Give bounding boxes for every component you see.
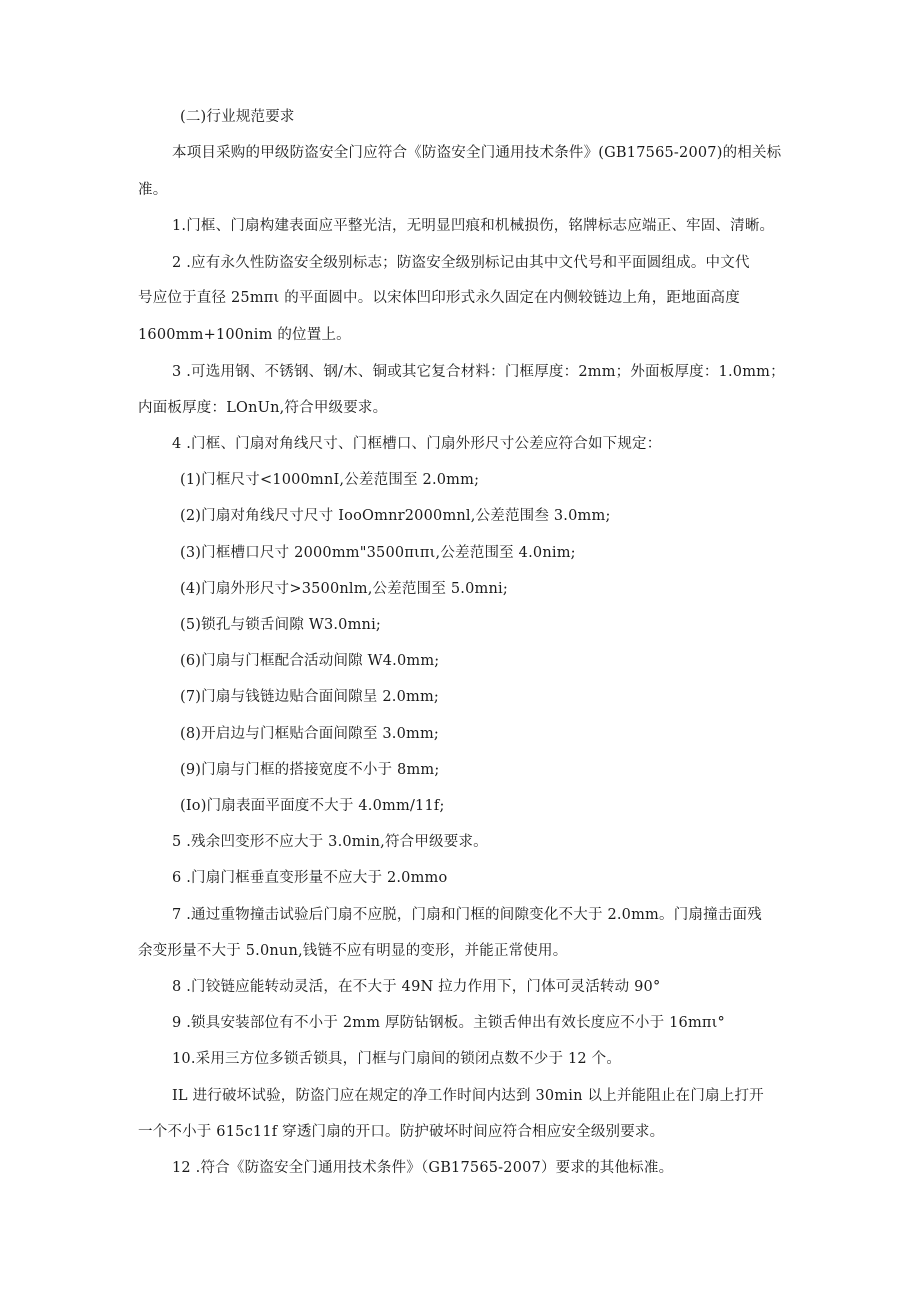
item-7-line-2: 余变形量不大于 5.0nun,钱链不应有明显的变形，并能正常使用。 [138, 943, 568, 959]
item-11-line-2: 一个不小于 615c11f 穿透门扇的开口。防护破坏时间应符合相应安全级别要求。 [138, 1124, 665, 1140]
sub-item: (Io)门扇表面平面度不大于 4.0mm/11f; [180, 798, 445, 814]
item-3-line-2: 内面板厚度：LOnUn,符合甲级要求。 [138, 400, 388, 416]
section-heading: (二)行业规范要求 [180, 109, 295, 125]
intro-line-1: 本项目采购的甲级防盗安全门应符合《防盗安全门通用技术条件》(GB17565-2007)的相关标 [172, 145, 782, 161]
item-6: 6 .门扇门框垂直变形量不应大于 2.0mmo [172, 870, 448, 886]
item-4: 4 .门框、门扇对角线尺寸、门框槽口、门扇外形尺寸公差应符合如下规定： [172, 436, 662, 452]
item-1: 1.门框、门扇构建表面应平整光洁，无明显凹痕和机械损伤，铭牌标志应端正、牢固、清晰。 [172, 218, 775, 234]
item-9: 9 .锁具安装部位有不小于 2mm 厚防钻钢板。主锁舌伸出有效长度应不小于 16mπι° [172, 1015, 725, 1031]
item-2-line-3: 1600mm+100nim 的位置上。 [138, 327, 351, 343]
sub-item: (8)开启边与门框贴合面间隙至 3.0mm; [180, 726, 439, 742]
sub-item: (9)门扇与门框的搭接宽度不小于 8mm; [180, 762, 440, 778]
sub-item: (2)门扇对角线尺寸尺寸 IooOmnr2000mnl,公差范围叁 3.0mm; [180, 508, 611, 524]
item-10: 10.采用三方位多锁舌锁具，门框与门扇间的锁闭点数不少于 12 个。 [172, 1051, 622, 1067]
sub-item: (1)门框尺寸<1000mnI,公差范围至 2.0mm; [180, 472, 480, 488]
item-5: 5 .残余凹变形不应大于 3.0min,符合甲级要求。 [172, 834, 488, 850]
intro-line-2: 准。 [138, 182, 168, 198]
item-7-line-1: 7 .通过重物撞击试验后门扇不应脱，门扇和门框的间隙变化不大于 2.0mm。门扇撞击面残 [172, 907, 762, 923]
item-12: 12 .符合《防盗安全门通用技术条件》（GB17565-2007）要求的其他标准。 [172, 1160, 674, 1176]
sub-item: (4)门扇外形尺寸>3500nlm,公差范围至 5.0mni; [180, 581, 508, 597]
item-11-line-1: IL 进行破坏试验，防盗门应在规定的净工作时间内达到 30min 以上并能阻止在门扇上打开 [172, 1088, 764, 1104]
item-2-line-1: 2 .应有永久性防盗安全级别标志；防盗安全级别标记由其中文代号和平面圆组成。中文代 [172, 255, 750, 271]
sub-item: (5)锁孔与锁舌间隙 W3.0mni; [180, 617, 382, 633]
sub-item: (7)门扇与钱链边贴合面间隙呈 2.0mm; [180, 689, 439, 705]
item-3-line-1: 3 .可选用钢、不锈钢、钢/木、铜或其它复合材料：门框厚度：2mm；外面板厚度：1.0mm； [172, 364, 785, 380]
sub-item: (6)门扇与门框配合活动间隙 W4.0mm; [180, 653, 440, 669]
item-2-line-2: 号应位于直径 25mπι 的平面圆中。以宋体凹印形式永久固定在内侧较链边上角，距地面高度 [138, 290, 740, 306]
item-8: 8 .门铰链应能转动灵活，在不大于 49N 拉力作用下，门体可灵活转动 90° [172, 979, 661, 995]
sub-item: (3)门框槽口尺寸 2000mm"3500πιπι,公差范围至 4.0nim; [180, 545, 576, 561]
